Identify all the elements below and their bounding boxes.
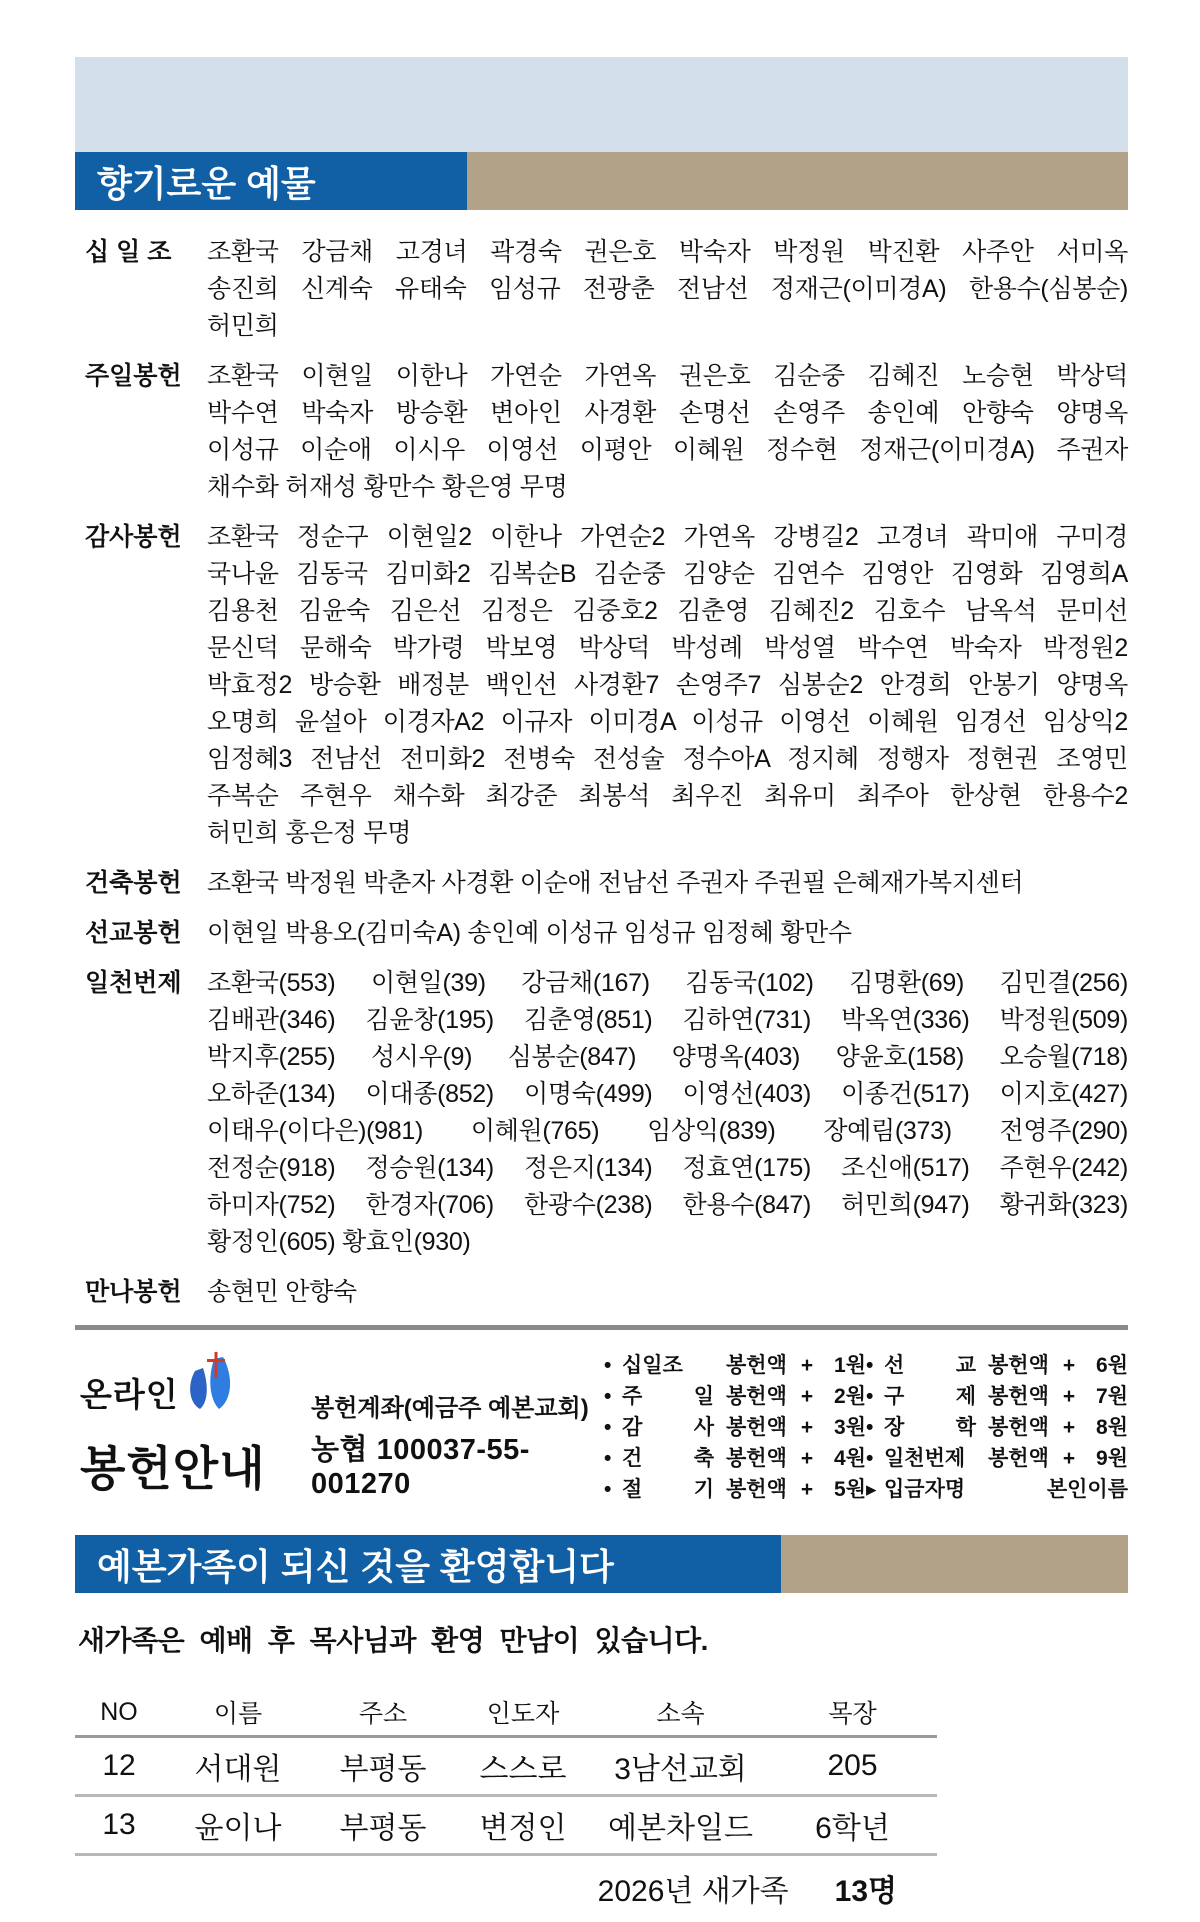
code-value: 3원	[834, 1416, 866, 1439]
fee-label: 봉헌액	[988, 1416, 1049, 1439]
col-header-address: 주소	[358, 1700, 408, 1728]
plus-sign: +	[1062, 1416, 1076, 1439]
offering-section-thanksgiving	[85, 519, 1128, 852]
names-line: 이성규 이순애 이시우 이영선 이평안 이혜원 정수현 정재근(이미경A) 주권자	[207, 436, 1128, 464]
code-name: 주 일	[622, 1385, 714, 1408]
cell-guide: 변정인	[479, 1812, 567, 1845]
names-line: 이태우(이다은)(981) 이혜원(765) 임상익(839) 장예림(373) 전영주(290)	[207, 1117, 1128, 1145]
offering-guide-label: 봉헌안내	[80, 1441, 266, 1495]
fee-label: 봉헌액	[726, 1385, 787, 1408]
code-row	[604, 1381, 1128, 1412]
bullet-icon: •	[604, 1478, 612, 1501]
col-header-guide: 인도자	[486, 1700, 560, 1728]
code-value: 6원	[1096, 1354, 1128, 1377]
offering-label: 일천번제	[85, 969, 182, 997]
plus-sign: +	[1062, 1447, 1076, 1470]
cell-guide: 스스로	[479, 1753, 567, 1786]
code-name: 입금자명	[884, 1478, 966, 1501]
church-logo-icon	[183, 1351, 241, 1430]
names-line: 이현일 박용오(김미숙A) 송인예 이성규 임성규 임정혜 황만수	[207, 919, 852, 947]
plus-sign: +	[800, 1447, 814, 1470]
code-value: 본인이름	[1046, 1478, 1128, 1501]
code-value: 8원	[1096, 1416, 1128, 1439]
arrow-bullet-icon: ▸	[866, 1478, 877, 1501]
top-decorative-band	[75, 57, 1128, 152]
newcomer-notice: 새가족은 예배 후 목사님과 환영 만남이 있습니다.	[78, 1625, 708, 1656]
code-value: 7원	[1096, 1385, 1128, 1408]
fee-label: 봉헌액	[726, 1354, 787, 1377]
code-value: 9원	[1096, 1447, 1128, 1470]
names-line: 송진희 신계숙 유태숙 임성규 전광춘 전남선 정재근(이미경A) 한용수(심봉순)	[207, 275, 1128, 303]
welcome-title: 예본가족이 되신 것을 환영합니다	[75, 1535, 781, 1593]
names-line: 김용천 김윤숙 김은선 김정은 김중호2 김춘영 김혜진2 김호수 남옥석 문미선	[207, 597, 1128, 625]
newcomer-table	[75, 1689, 937, 1856]
plus-sign: +	[800, 1385, 814, 1408]
code-row	[604, 1443, 1128, 1474]
bullet-icon: •	[866, 1385, 874, 1408]
offering-code-list	[604, 1350, 1128, 1505]
newcomer-count-label: 2026년 새가족	[597, 1875, 789, 1908]
code-item	[866, 1443, 1128, 1474]
code-name: 감 사	[622, 1416, 714, 1439]
offerings-list	[85, 234, 1128, 1311]
code-row	[604, 1474, 1128, 1505]
code-name: 일천번제	[884, 1447, 966, 1470]
newcomer-count-row	[75, 1866, 937, 1910]
code-value: 1원	[834, 1354, 866, 1377]
online-label: 온라인	[80, 1375, 179, 1413]
fee-label: 봉헌액	[726, 1447, 787, 1470]
names-line: 송현민 안향숙	[207, 1278, 357, 1306]
table-row	[75, 1738, 937, 1797]
fee-label: 봉헌액	[988, 1385, 1049, 1408]
account-holder: 봉헌계좌(예금주 예본교회)	[311, 1395, 589, 1422]
col-header-cell: 목장	[828, 1700, 877, 1728]
names-line: 하미자(752) 한경자(706) 한광수(238) 한용수(847) 허민희(947) 황귀화(323)	[207, 1191, 1128, 1219]
code-row	[604, 1412, 1128, 1443]
offering-label: 감사봉헌	[85, 523, 182, 551]
code-name: 선 교	[884, 1354, 976, 1377]
names-line: 김배관(346) 김윤창(195) 김춘영(851) 김하연(731) 박옥연(336) 박정원(509)	[207, 1006, 1128, 1034]
bullet-icon: •	[604, 1385, 612, 1408]
names-line: 주복순 주현우 채수화 최강준 최봉석 최우진 최유미 최주아 한상현 한용수2	[207, 782, 1128, 810]
code-name: 십일조	[622, 1354, 683, 1377]
code-item	[604, 1412, 866, 1443]
code-row	[604, 1350, 1128, 1381]
names-line: 문신덕 문해숙 박가령 박보영 박상덕 박성례 박성열 박수연 박숙자 박정원2	[207, 634, 1128, 662]
plus-sign: +	[800, 1416, 814, 1439]
cell-name: 윤이나	[194, 1812, 282, 1845]
newcomer-count-value: 13명	[834, 1875, 897, 1908]
cell-address: 부평동	[339, 1812, 427, 1845]
names-line: 조환국 정순구 이현일2 이한나 가연순2 가연옥 강병길2 고경녀 곽미애 구미경	[207, 523, 1128, 551]
fee-label: 봉헌액	[988, 1447, 1049, 1470]
names-line: 오명희 윤설아 이경자A2 이규자 이미경A 이성규 이영선 이혜원 임경선 임상익2	[207, 708, 1128, 736]
depositor-name-item	[866, 1474, 1128, 1505]
bullet-icon: •	[604, 1354, 612, 1377]
offering-label: 만나봉헌	[85, 1278, 182, 1306]
code-name: 구 제	[884, 1385, 976, 1408]
offering-section-sunday	[85, 358, 1128, 506]
code-item	[866, 1381, 1128, 1412]
names-line: 채수화 허재성 황만수 황은영 무명	[207, 473, 568, 501]
code-value: 5원	[834, 1478, 866, 1501]
offerings-header-band	[467, 152, 1128, 210]
cell-group: 예본차일드	[608, 1812, 753, 1845]
bullet-icon: •	[604, 1416, 612, 1439]
offerings-header	[75, 152, 1128, 210]
code-item	[866, 1412, 1128, 1443]
online-offering-info	[80, 1344, 1128, 1505]
cell-address: 부평동	[339, 1753, 427, 1786]
col-header-no: NO	[100, 1697, 138, 1726]
names-line: 국나윤 김동국 김미화2 김복순B 김순중 김양순 김연수 김영안 김영화 김영희A	[207, 560, 1128, 588]
code-item	[866, 1350, 1128, 1381]
names-line: 허민희	[207, 312, 279, 340]
welcome-header-band	[781, 1535, 1128, 1593]
code-name: 건 축	[622, 1447, 714, 1470]
names-line: 조환국 강금채 고경녀 곽경숙 권은호 박숙자 박정원 박진환 사주안 서미옥	[207, 238, 1128, 266]
code-name: 장 학	[884, 1416, 976, 1439]
fee-label: 봉헌액	[988, 1354, 1049, 1377]
plus-sign: +	[1062, 1354, 1076, 1377]
plus-sign: +	[800, 1478, 814, 1501]
account-number: 농협 100037-55-001270	[311, 1434, 530, 1500]
offering-section-manna	[85, 1274, 1128, 1311]
cell-cell: 6학년	[815, 1812, 890, 1845]
offering-section-mission	[85, 915, 1128, 952]
code-value: 4원	[834, 1447, 866, 1470]
offering-label: 십 일 조	[85, 238, 172, 266]
plus-sign: +	[1062, 1385, 1076, 1408]
offering-label: 건축봉헌	[85, 869, 182, 897]
code-item	[604, 1443, 866, 1474]
names-line: 조환국 박정원 박춘자 사경환 이순애 전남선 주권자 주권필 은혜재가복지센터	[207, 869, 1024, 897]
code-item	[604, 1381, 866, 1412]
names-line: 박지후(255) 성시우(9) 심봉순(847) 양명옥(403) 양윤호(158) 오승월(718)	[207, 1043, 1128, 1071]
names-line: 오하준(134) 이대종(852) 이명숙(499) 이영선(403) 이종건(517) 이지호(427)	[207, 1080, 1128, 1108]
names-line: 박수연 박숙자 방승환 변아인 사경환 손명선 손영주 송인예 안향숙 양명옥	[207, 399, 1128, 427]
offering-label: 선교봉헌	[85, 919, 182, 947]
table-header-row	[75, 1689, 937, 1738]
divider-rule	[75, 1325, 1128, 1330]
offering-label: 주일봉헌	[85, 362, 182, 390]
code-value: 2원	[834, 1385, 866, 1408]
names-line: 조환국(553) 이현일(39) 강금채(167) 김동국(102) 김명환(69) 김민결(256)	[207, 969, 1128, 997]
col-header-group: 소속	[656, 1700, 705, 1728]
cell-no: 13	[102, 1808, 136, 1841]
cell-cell: 205	[827, 1749, 878, 1782]
col-header-name: 이름	[213, 1700, 263, 1728]
offering-section-building	[85, 865, 1128, 902]
code-item	[604, 1350, 866, 1381]
names-line: 전정순(918) 정승원(134) 정은지(134) 정효연(175) 조신애(517) 주현우(242)	[207, 1154, 1128, 1182]
bullet-icon: •	[866, 1416, 874, 1439]
cell-group: 3남선교회	[614, 1753, 747, 1786]
plus-sign: +	[800, 1354, 814, 1377]
code-item	[604, 1474, 866, 1505]
names-line: 황정인(605) 황효인(930)	[207, 1228, 471, 1256]
bullet-icon: •	[866, 1447, 874, 1470]
welcome-header	[75, 1535, 1128, 1593]
offerings-title: 향기로운 예물	[75, 152, 467, 210]
names-line: 조환국 이현일 이한나 가연순 가연옥 권은호 김순중 김혜진 노승현 박상덕	[207, 362, 1128, 390]
offering-section-tithe	[85, 234, 1128, 345]
bullet-icon: •	[866, 1354, 874, 1377]
offering-section-thousand	[85, 965, 1128, 1261]
names-line: 임정혜3 전남선 전미화2 전병숙 전성술 정수아A 정지혜 정행자 정현권 조영민	[207, 745, 1128, 773]
cell-name: 서대원	[194, 1753, 282, 1786]
fee-label: 봉헌액	[726, 1478, 787, 1501]
names-line: 허민희 홍은정 무명	[207, 819, 412, 847]
fee-label: 봉헌액	[726, 1416, 787, 1439]
code-name: 절 기	[622, 1478, 714, 1501]
table-row	[75, 1797, 937, 1856]
names-line: 박효정2 방승환 배정분 백인선 사경환7 손영주7 심봉순2 안경희 안봉기 양명옥	[207, 671, 1128, 699]
cell-no: 12	[102, 1749, 136, 1782]
bullet-icon: •	[604, 1447, 612, 1470]
